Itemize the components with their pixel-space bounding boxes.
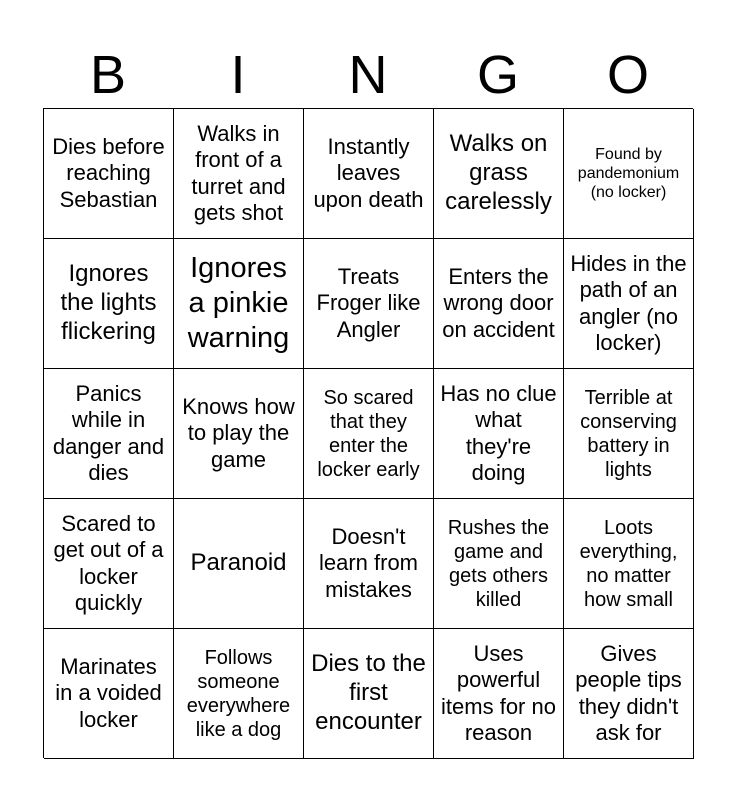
bingo-cell-r4-c3[interactable]: Doesn't learn from mistakes	[304, 499, 434, 629]
header-letter-g: G	[476, 45, 519, 105]
bingo-cell-r1-c4[interactable]: Walks on grass carelessly	[434, 109, 564, 239]
header-letter-b: B	[89, 45, 127, 105]
bingo-cell-r5-c3[interactable]: Dies to the first encounter	[304, 629, 434, 759]
bingo-cell-r4-c5[interactable]: Loots everything, no matter how small	[564, 499, 694, 629]
bingo-cell-r2-c4[interactable]: Enters the wrong door on accident	[434, 239, 564, 369]
bingo-cell-r2-c1[interactable]: Ignores the lights flickering	[44, 239, 174, 369]
bingo-cell-r2-c2[interactable]: Ignores a pinkie warning	[174, 239, 304, 369]
bingo-cell-r1-c5[interactable]: Found by pandemonium (no locker)	[564, 109, 694, 239]
bingo-cell-r1-c3[interactable]: Instantly leaves upon death	[304, 109, 434, 239]
bingo-cell-r4-c2[interactable]: Paranoid	[174, 499, 304, 629]
bingo-cell-r4-c4[interactable]: Rushes the game and gets others killed	[434, 499, 564, 629]
bingo-cell-r1-c1[interactable]: Dies before reaching Sebastian	[44, 109, 174, 239]
bingo-cell-r5-c4[interactable]: Uses powerful items for no reason	[434, 629, 564, 759]
header-letter-o: O	[606, 45, 649, 105]
bingo-cell-r1-c2[interactable]: Walks in front of a turret and gets shot	[174, 109, 304, 239]
bingo-cell-r3-c1[interactable]: Panics while in danger and dies	[44, 369, 174, 499]
header-letter-n: N	[348, 45, 388, 105]
bingo-cell-r5-c1[interactable]: Marinates in a voided locker	[44, 629, 174, 759]
bingo-header	[43, 42, 693, 108]
bingo-grid	[43, 108, 693, 758]
header-letter-i: I	[230, 45, 246, 105]
bingo-cell-r3-c2[interactable]: Knows how to play the game	[174, 369, 304, 499]
bingo-cell-r4-c1[interactable]: Scared to get out of a locker quickly	[44, 499, 174, 629]
bingo-cell-r3-c5[interactable]: Terrible at conserving battery in lights	[564, 369, 694, 499]
bingo-cell-r3-c4[interactable]: Has no clue what they're doing	[434, 369, 564, 499]
bingo-cell-r2-c5[interactable]: Hides in the path of an angler (no locker)	[564, 239, 694, 369]
bingo-cell-r3-c3[interactable]: So scared that they enter the locker early	[304, 369, 434, 499]
bingo-cell-r5-c5[interactable]: Gives people tips they didn't ask for	[564, 629, 694, 759]
bingo-cell-r5-c2[interactable]: Follows someone everywhere like a dog	[174, 629, 304, 759]
bingo-cell-r2-c3[interactable]: Treats Froger like Angler	[304, 239, 434, 369]
